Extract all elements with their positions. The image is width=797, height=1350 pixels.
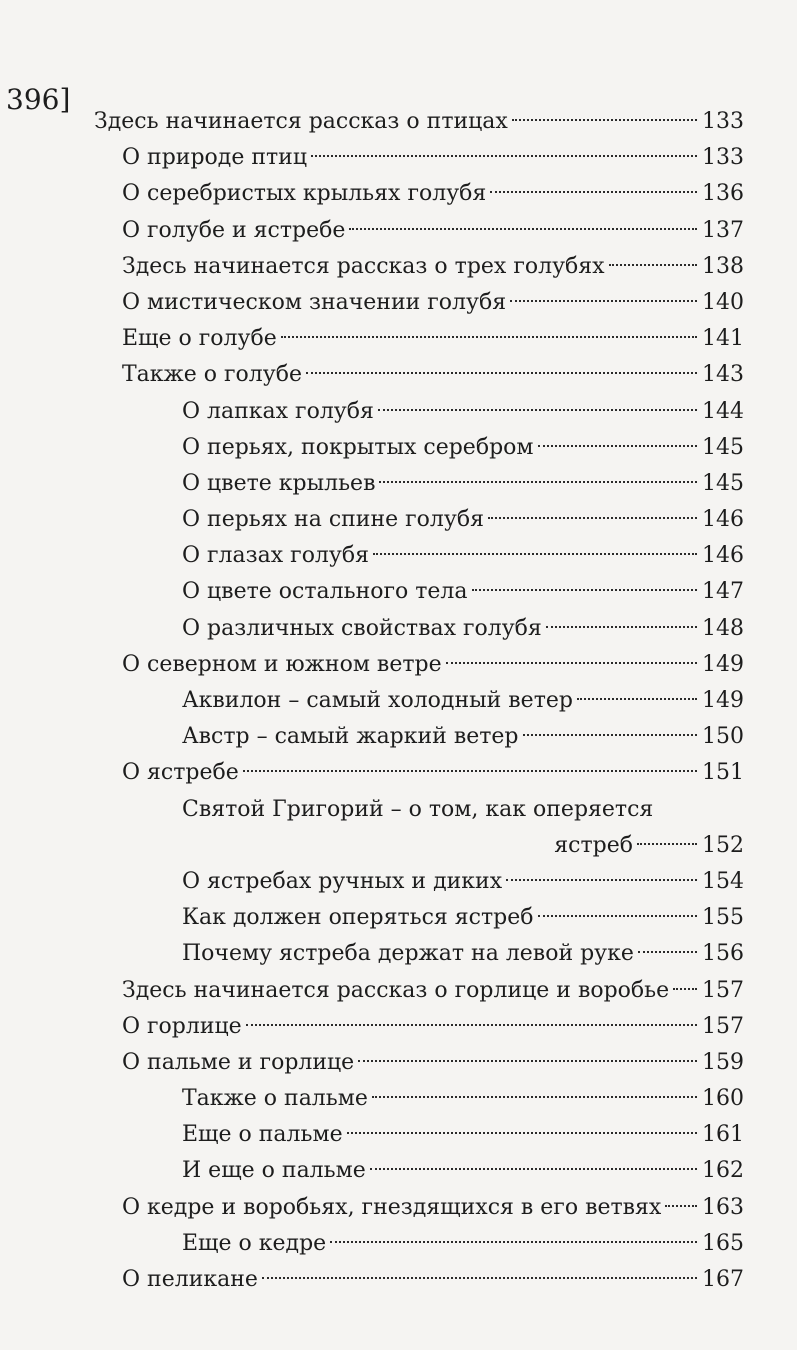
toc-entry-page: 152 [702, 832, 744, 858]
toc-entry-title: О цвете крыльев [182, 470, 376, 496]
toc-entry [94, 1226, 744, 1262]
toc-entry [94, 973, 744, 1009]
toc-entry-page: 157 [702, 1013, 744, 1039]
toc-entry-title: О мистическом значении голубя [122, 289, 507, 315]
toc-entry [94, 357, 744, 393]
toc-entry-title: Еще о кедре [182, 1230, 327, 1256]
toc-entry-title: Здесь начинается рассказ о трех голубях [122, 253, 605, 279]
dot-leader [379, 481, 697, 483]
toc-entry-page: 146 [702, 543, 744, 569]
toc-entry-title: О горлице [122, 1013, 242, 1039]
toc-entry-continuation [94, 828, 744, 864]
toc-entry-page: 145 [702, 434, 744, 460]
toc-entry [94, 792, 744, 828]
dot-leader [372, 1096, 697, 1098]
toc-entry-title: Еще о голубе [122, 326, 277, 352]
toc-entry [94, 466, 744, 502]
toc-entry [94, 285, 744, 321]
toc-entry [94, 1117, 744, 1153]
toc-entry [94, 1009, 744, 1045]
dot-leader [490, 191, 697, 193]
toc-entry [94, 213, 744, 249]
dot-leader [370, 1168, 697, 1170]
toc-entry-page: 149 [702, 688, 744, 713]
dot-leader [358, 1060, 697, 1062]
toc-entry-page: 156 [702, 941, 744, 967]
toc-entry-title: И еще о пальме [182, 1158, 366, 1184]
toc-entry-title: О различных свойствах голубя [182, 615, 542, 641]
dot-leader [638, 951, 697, 953]
toc-entry [94, 502, 744, 538]
toc-entry-page: 159 [702, 1049, 744, 1075]
toc-entry-page: 133 [702, 109, 744, 134]
toc-entry-page: 155 [702, 905, 744, 931]
page-number: 396] [6, 83, 71, 116]
toc-entry-title: О природе птиц [122, 145, 307, 171]
toc-entry [94, 755, 744, 791]
toc-entry-page: 136 [702, 181, 744, 207]
dot-leader [472, 589, 697, 591]
toc-entry [94, 611, 744, 647]
toc-entry [94, 864, 744, 900]
toc-entry-title: Также о пальме [182, 1086, 368, 1112]
toc-entry-title: Австр – самый жаркий ветер [182, 724, 519, 750]
toc-entry-page: 147 [702, 579, 744, 605]
toc-entry [94, 900, 744, 936]
toc-entry-title: Аквилон – самый холодный ветер [182, 688, 573, 713]
toc-entry-page: 141 [702, 326, 744, 352]
dot-leader [262, 1277, 697, 1279]
toc-entry [94, 394, 744, 430]
toc-entry-page: 138 [702, 253, 744, 279]
dot-leader [373, 553, 697, 555]
toc-entry-page: 133 [702, 145, 744, 171]
toc-entry-title: О серебристых крыльях голубя [122, 181, 487, 207]
dot-leader [378, 409, 697, 411]
toc-entry-title: О пальме и горлице [122, 1049, 355, 1075]
toc-entry-page: 146 [702, 507, 744, 533]
toc-entry-title: О кедре и воробьях, гнездящихся в его ветвях [122, 1194, 662, 1220]
toc-entry-title: Почему ястреба держат на левой руке [182, 941, 634, 967]
dot-leader [512, 119, 697, 121]
dot-leader [609, 264, 697, 266]
toc-entry [94, 1153, 744, 1189]
toc-entry-title: О лапках голубя [182, 398, 374, 424]
toc-entry [94, 1190, 744, 1226]
toc-entry [94, 430, 744, 466]
toc-entry-page: 144 [702, 398, 744, 424]
toc-entry [94, 1262, 744, 1298]
toc-entry [94, 683, 744, 719]
dot-leader [246, 1024, 697, 1026]
dot-leader [347, 1132, 697, 1134]
toc-entry-page: 145 [702, 470, 744, 496]
dot-leader [673, 988, 697, 990]
toc-entry-page: 151 [702, 760, 744, 786]
toc-entry [94, 1081, 744, 1117]
toc-entry-title: О перьях на спине голубя [182, 507, 484, 533]
toc-entry-page: 160 [702, 1086, 744, 1112]
table-of-contents [94, 104, 744, 1298]
toc-entry [94, 719, 744, 755]
toc-entry-page: 162 [702, 1158, 744, 1184]
toc-entry-title: Также о голубе [122, 362, 302, 388]
dot-leader [311, 155, 697, 157]
dot-leader [488, 517, 697, 519]
toc-entry-page: 161 [702, 1122, 744, 1148]
toc-entry-page: 165 [702, 1230, 744, 1256]
dot-leader [243, 770, 697, 772]
toc-entry-page: 154 [702, 868, 744, 894]
dot-leader [577, 698, 697, 700]
dot-leader [538, 915, 697, 917]
toc-entry-title: О пеликане [122, 1267, 258, 1292]
toc-entry-title-continuation: ястреб [554, 832, 633, 858]
toc-entry-title: О ястребах ручных и диких [182, 868, 503, 894]
dot-leader [506, 879, 697, 881]
toc-entry-page: 163 [702, 1194, 744, 1220]
toc-entry-title: О голубе и ястребе [122, 217, 346, 243]
toc-entry-page: 148 [702, 615, 744, 641]
toc-entry-page: 137 [702, 217, 744, 243]
dot-leader [349, 228, 697, 230]
toc-entry-page: 143 [702, 362, 744, 388]
dot-leader [330, 1241, 697, 1243]
dot-leader [281, 336, 697, 338]
dot-leader [306, 372, 697, 374]
toc-entry-page: 149 [702, 651, 744, 677]
toc-entry-title: О перьях, покрытых серебром [182, 434, 534, 460]
dot-leader [665, 1205, 697, 1207]
toc-entry [94, 538, 744, 574]
toc-entry [94, 176, 744, 212]
toc-entry-title: О ястребе [122, 760, 239, 786]
toc-entry-title: О глазах голубя [182, 543, 369, 569]
toc-entry-title: Святой Григорий – о том, как оперяется [182, 796, 654, 822]
dot-leader [510, 300, 697, 302]
toc-entry [94, 574, 744, 610]
toc-entry [94, 140, 744, 176]
dot-leader [538, 445, 697, 447]
toc-entry-title: Как должен оперяться ястреб [182, 905, 534, 931]
toc-entry-title: О северном и южном ветре [122, 651, 442, 677]
toc-entry [94, 1045, 744, 1081]
dot-leader [637, 843, 697, 845]
toc-entry [94, 249, 744, 285]
dot-leader [546, 626, 697, 628]
toc-entry [94, 104, 744, 140]
toc-entry-title: Еще о пальме [182, 1122, 343, 1148]
toc-entry-page: 150 [702, 724, 744, 750]
toc-entry [94, 321, 744, 357]
toc-entry-page: 157 [702, 977, 744, 1003]
toc-entry-page: 167 [702, 1267, 744, 1292]
toc-entry-title: Здесь начинается рассказ о горлице и воробье [122, 977, 670, 1003]
toc-entry-page: 140 [702, 289, 744, 315]
toc-entry-title: О цвете остального тела [182, 579, 468, 605]
toc-entry [94, 936, 744, 972]
dot-leader [523, 734, 697, 736]
dot-leader [446, 662, 697, 664]
toc-entry [94, 647, 744, 683]
toc-entry-title: Здесь начинается рассказ о птицах [94, 109, 508, 134]
